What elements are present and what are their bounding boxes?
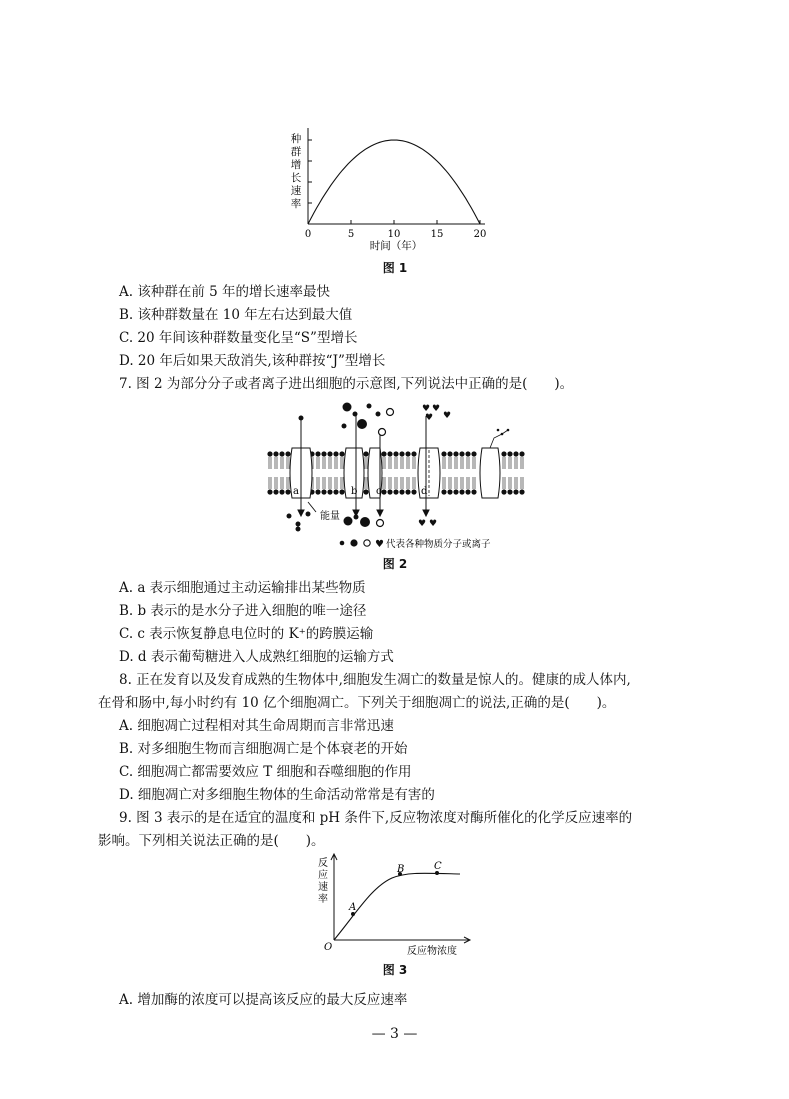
lipid-head (453, 489, 458, 494)
lipid-head (273, 451, 278, 456)
lipid-tail (335, 457, 337, 469)
lipid-tail (503, 457, 505, 469)
lipid-head (513, 489, 518, 494)
q8-option-a: A. 细胞凋亡过程相对其生命周期而言非常迅速 (119, 718, 394, 734)
lipid-tail (455, 477, 457, 489)
growth-rate-curve (308, 140, 480, 224)
lipid-tail (383, 477, 385, 489)
lipid-tail (287, 457, 289, 469)
lipid-tail (401, 457, 403, 469)
energy-arrow (308, 502, 316, 512)
lipid-head (327, 451, 332, 456)
lipid-tail (329, 457, 331, 469)
y-axis-label-char: 种 (290, 133, 302, 145)
lipid-head (441, 451, 446, 456)
svg-text:♥: ♥ (418, 519, 427, 529)
q8-stem-line2: 在骨和肠中,每小时约有 10 亿个细胞凋亡。下列关于细胞凋亡的说法,正确的是( )。 (98, 695, 616, 711)
lipid-tail (335, 477, 337, 489)
q6-option-d: D. 20 年后如果天敌消失,该种群按“J”型增长 (119, 353, 386, 369)
lipid-head (501, 489, 506, 494)
lipid-head (471, 451, 476, 456)
svg-text:♥: ♥ (443, 411, 452, 421)
lipid-tail (317, 457, 319, 469)
y-axis-label-char: 率 (290, 198, 302, 210)
lipid-tail (341, 477, 343, 489)
y-axis-label-char: 速 (290, 185, 302, 197)
q7-option-d: D. d 表示葡萄糖进入人成熟红细胞的运输方式 (119, 649, 394, 665)
lipid-tail (503, 477, 505, 489)
svg-text:♥: ♥ (432, 404, 441, 414)
figure-1-chart (280, 128, 500, 256)
y-axis-label-char: 群 (290, 146, 302, 158)
lipid-head (279, 489, 284, 494)
x-tick-label: 0 (304, 229, 312, 240)
x-tick-label: 5 (347, 229, 355, 240)
lipid-head (393, 489, 398, 494)
x-axis-label: 时间（年） (369, 240, 423, 252)
legend-symbols (340, 539, 384, 550)
lipid-head (321, 489, 326, 494)
lipid-head (459, 451, 464, 456)
label-d: d (421, 486, 428, 497)
lipid-head (453, 451, 458, 456)
q7-option-b: B. b 表示的是水分子进入细胞的唯一途径 (119, 603, 367, 619)
energy-label: 能量 (320, 511, 340, 522)
y-axis-label-char: 应 (318, 870, 328, 881)
lipid-head (471, 489, 476, 494)
point-a-label: A (349, 902, 357, 913)
lipid-tail (275, 477, 277, 489)
q7-option-c: C. c 表示恢复静息电位时的 K⁺的跨膜运输 (119, 626, 374, 642)
lipid-head (339, 489, 344, 494)
point-c-label: C (434, 861, 442, 872)
lipid-tail (473, 477, 475, 489)
point-b-label: B (397, 864, 405, 875)
lipid-tail (365, 457, 367, 469)
x-ticks (305, 220, 487, 240)
lipid-head (333, 489, 338, 494)
lipid-head (459, 489, 464, 494)
q9-stem-line1: 9. 图 3 表示的是在适宜的温度和 pH 条件下,反应物浓度对酶所催化的化学反应速率的 (119, 810, 633, 826)
lipid-tail (281, 457, 283, 469)
lipid-head (501, 451, 506, 456)
figure-2-caption: 图 2 (382, 557, 408, 571)
lipid-tail (515, 477, 517, 489)
lipid-head (399, 451, 404, 456)
lipid-head (447, 489, 452, 494)
lipid-tail (473, 457, 475, 469)
lipid-tail (395, 477, 397, 489)
lipid-head (507, 451, 512, 456)
molecules-inside (287, 512, 438, 532)
figure-2-membrane-diagram (262, 398, 532, 556)
lipid-head (441, 489, 446, 494)
lipid-tail (269, 457, 271, 469)
lipid-head (267, 451, 272, 456)
q6-option-a: A. 该种群在前 5 年的增长速率最快 (119, 284, 331, 300)
lipid-head (507, 489, 512, 494)
q6-option-c: C. 20 年间该种群数量变化呈“S”型增长 (119, 330, 358, 346)
lipid-head (285, 451, 290, 456)
figure-1-caption: 图 1 (382, 261, 408, 275)
lipid-tail (275, 457, 277, 469)
lipid-head (339, 451, 344, 456)
lipid-head (447, 451, 452, 456)
lipid-tail (401, 477, 403, 489)
lipid-head (315, 451, 320, 456)
lipid-tail (413, 477, 415, 489)
q8-option-b: B. 对多细胞生物而言细胞凋亡是个体衰老的开始 (119, 741, 408, 757)
lipid-tail (323, 457, 325, 469)
lipid-tail (281, 477, 283, 489)
lipid-tail (443, 477, 445, 489)
lipid-head (321, 451, 326, 456)
q7-stem: 7. 图 2 为部分分子或者离子进出细胞的示意图,下列说法中正确的是( )。 (119, 376, 574, 392)
lipid-head (405, 451, 410, 456)
lipid-head (393, 451, 398, 456)
lipid-tail (389, 477, 391, 489)
lipid-tail (461, 457, 463, 469)
lipid-tail (509, 477, 511, 489)
lipid-tail (521, 457, 523, 469)
lipid-head (327, 489, 332, 494)
q8-stem-line1: 8. 正在发育以及发育成熟的生物体中,细胞发生凋亡的数量是惊人的。健康的成人体内, (119, 672, 631, 688)
lipid-tail (509, 457, 511, 469)
svg-text:♥: ♥ (422, 404, 431, 414)
y-axis-label-char: 增 (290, 159, 302, 171)
lipid-head (363, 489, 368, 494)
y-axis-label-char: 长 (290, 172, 302, 184)
lipid-tail (413, 457, 415, 469)
lipid-head (399, 489, 404, 494)
lipid-tail (449, 457, 451, 469)
lipid-tail (521, 477, 523, 489)
lipid-tail (467, 457, 469, 469)
lipid-tail (365, 477, 367, 489)
label-a: a (293, 486, 299, 497)
lipid-tail (407, 457, 409, 469)
lipid-tail (515, 457, 517, 469)
x-axis-label: 反应物浓度 (407, 946, 457, 957)
figure-3-caption: 图 3 (382, 963, 408, 977)
page-number: — 3 — (371, 1026, 418, 1042)
molecules-outside (299, 403, 452, 436)
y-axis-label-char: 率 (318, 894, 328, 905)
lipid-head (381, 489, 386, 494)
lipid-head (363, 451, 368, 456)
q6-option-b: B. 该种群数量在 10 年左右达到最大值 (119, 307, 353, 323)
y-axis-label-char: 速 (318, 882, 328, 893)
q9-option-a: A. 增加酶的浓度可以提高该反应的最大反应速率 (119, 992, 408, 1008)
lipid-head (387, 451, 392, 456)
lipid-tail (455, 457, 457, 469)
lipid-tail (443, 457, 445, 469)
lipid-tail (389, 457, 391, 469)
lipid-tail (323, 477, 325, 489)
legend-text: 代表各种物质分子或离子 (386, 539, 491, 550)
lipid-tail (269, 477, 271, 489)
lipid-tail (407, 477, 409, 489)
origin-label: O (324, 942, 333, 953)
lipid-head (387, 489, 392, 494)
lipid-tail (341, 457, 343, 469)
q7-option-a: A. a 表示细胞通过主动运输排出某些物质 (119, 580, 366, 596)
lipid-head (285, 489, 290, 494)
y-axis-label (318, 856, 328, 905)
lipid-head (519, 489, 524, 494)
y-axis-label-char: 反 (318, 858, 328, 869)
label-c: c (376, 486, 382, 497)
lipid-tail (287, 477, 289, 489)
y-ticks (308, 140, 312, 203)
svg-text:♥: ♥ (429, 519, 438, 529)
q8-option-c: C. 细胞凋亡都需要效应 T 细胞和吞噬细胞的作用 (119, 764, 412, 780)
lipid-tail (329, 477, 331, 489)
lipid-head (405, 489, 410, 494)
x-tick-label: 10 (387, 229, 401, 240)
y-axis-label (291, 132, 302, 210)
lipid-tail (467, 477, 469, 489)
lipid-head (465, 489, 470, 494)
figure-3-enzyme-curve (312, 852, 482, 960)
lipid-head (333, 451, 338, 456)
lipid-head (411, 451, 416, 456)
lipid-tail (383, 457, 385, 469)
lipid-head (465, 451, 470, 456)
lipid-head (315, 489, 320, 494)
lipid-tail (395, 457, 397, 469)
lipid-head (381, 451, 386, 456)
x-tick-label: 15 (430, 229, 444, 240)
x-tick-label: 20 (473, 229, 487, 240)
lipid-head (513, 451, 518, 456)
q8-option-d: D. 细胞凋亡对多细胞生物体的生命活动常常是有害的 (119, 787, 435, 803)
lipid-head (267, 489, 272, 494)
svg-text:♥: ♥ (375, 539, 384, 550)
lipid-head (519, 451, 524, 456)
lipid-head (279, 451, 284, 456)
lipid-tail (449, 477, 451, 489)
label-b: b (351, 486, 358, 497)
svg-text:♥: ♥ (425, 413, 434, 423)
lipid-tail (461, 477, 463, 489)
lipid-head (273, 489, 278, 494)
q9-stem-line2: 影响。下列相关说法正确的是( )。 (98, 833, 325, 849)
lipid-tail (317, 477, 319, 489)
lipid-head (411, 489, 416, 494)
